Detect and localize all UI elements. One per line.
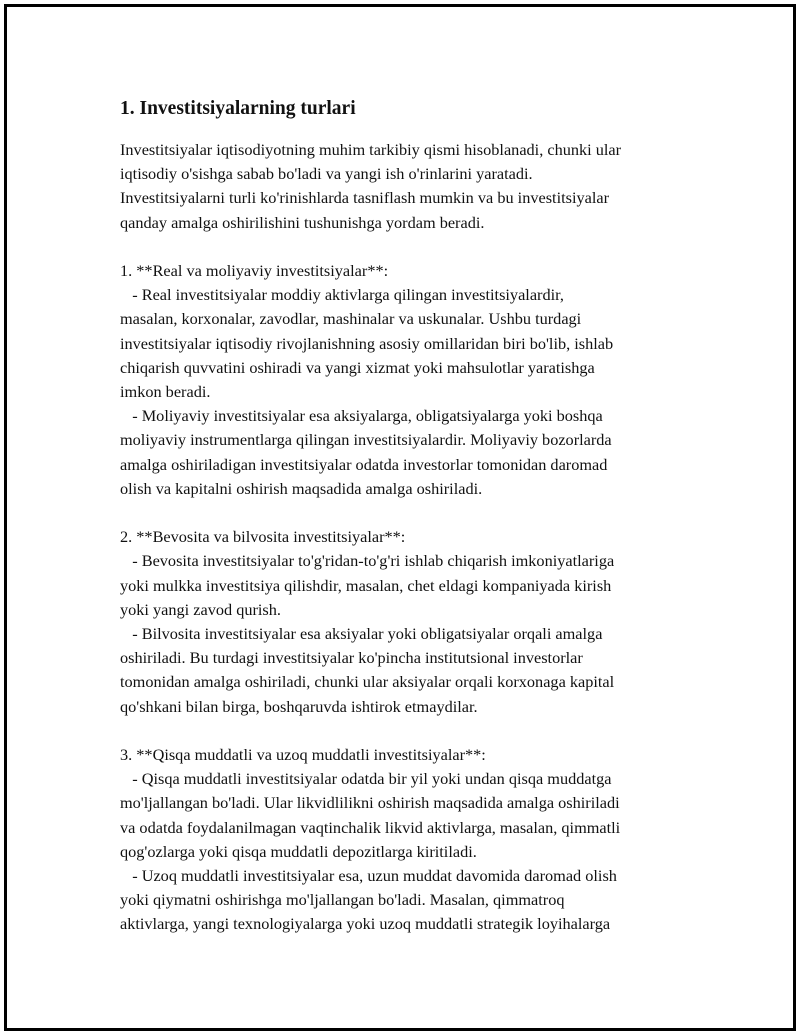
text-line: mo'ljallangan bo'ladi. Ular likvidlilikni oshirish maqsadida amalga oshiriladi [120, 793, 620, 813]
text-line: - Qisqa muddatli investitsiyalar odatda bir yil yoki undan qisqa muddatga [120, 769, 612, 789]
text-line: investitsiyalar iqtisodiy rivojlanishning asosiy omillaridan biri bo'lib, ishlab [120, 333, 614, 353]
section-heading: 2. **Bevosita va bilvosita investitsiyalar**: [120, 527, 406, 547]
paragraph-gap [120, 235, 700, 259]
text-line: yoki mulkka investitsiya qilishdir, masalan, chet eldagi kompaniyada kirish [120, 575, 612, 595]
section-heading: 3. **Qisqa muddatli va uzoq muddatli investitsiyalar**: [120, 745, 486, 765]
document-body [120, 96, 700, 937]
text-line: Investitsiyalarni turli ko'rinishlarda tasniflash mumkin va bu investitsiyalar [120, 188, 610, 208]
text-line: iqtisodiy o'sishga sabab bo'ladi va yangi ish o'rinlarini yaratadi. [120, 164, 533, 184]
text-line: chiqarish quvvatini oshiradi va yangi xizmat yoki mahsulotlar yaratishga [120, 357, 595, 377]
text-line: amalga oshiriladigan investitsiyalar odatda investorlar tomonidan daromad [120, 454, 608, 474]
paragraph-gap [120, 719, 700, 743]
section-real-financial [120, 259, 700, 501]
document-title: 1. Investitsiyalarning turlari [120, 98, 356, 119]
text-line: aktivlarga, yangi texnologiyalarga yoki uzoq muddatli strategik loyihalarga [120, 914, 611, 934]
text-line: - Bilvosita investitsiyalar esa aksiyalar yoki obligatsiyalar orqali amalga [120, 624, 603, 644]
section-heading: 1. **Real va moliyaviy investitsiyalar**: [120, 261, 389, 280]
text-line: va odatda foydalanilmagan vaqtinchalik likvid aktivlarga, masalan, qimmatli [120, 817, 621, 837]
text-line: oshiriladi. Bu turdagi investitsiyalar ko'pincha institutsional investorlar [120, 648, 583, 668]
text-line: - Moliyaviy investitsiyalar esa aksiyalarga, obligatsiyalarga yoki boshqa [120, 406, 603, 426]
text-line: Investitsiyalar iqtisodiyotning muhim tarkibiy qismi hisoblanadi, chunki ular [120, 140, 622, 159]
text-line: yoki yangi zavod qurish. [120, 599, 281, 619]
text-line: qog'ozlarga yoki qisqa muddatli depozitlarga kiritiladi. [120, 841, 477, 861]
text-line: - Bevosita investitsiyalar to'g'ridan-to'g'ri ishlab chiqarish imkoniyatlariga [120, 551, 615, 571]
text-line: qanday amalga oshirilishini tushunishga yordam beradi. [120, 212, 485, 232]
text-line: yoki qiymatni oshirishga mo'ljallangan bo'ladi. Masalan, qimmatroq [120, 890, 565, 910]
text-line: - Real investitsiyalar moddiy aktivlarga qilingan investitsiyalardir, [120, 285, 564, 305]
section-short-long-term [120, 743, 700, 937]
intro-paragraph [120, 138, 700, 235]
text-line: moliyaviy instrumentlarga qilingan investitsiyalardir. Moliyaviy bozorlarda [120, 430, 612, 450]
text-line: tomonidan amalga oshiriladi, chunki ular aksiyalar orqali korxonaga kapital [120, 672, 615, 692]
text-line: qo'shkani bilan birga, boshqaruvda ishtirok etmaydilar. [120, 696, 478, 716]
paragraph-gap [120, 501, 700, 525]
text-line: - Uzoq muddatli investitsiyalar esa, uzun muddat davomida daromad olish [120, 866, 617, 886]
text-line: olish va kapitalni oshirish maqsadida amalga oshiriladi. [120, 478, 483, 498]
text-line: imkon beradi. [120, 382, 211, 402]
text-line: masalan, korxonalar, zavodlar, mashinalar va uskunalar. Ushbu turdagi [120, 309, 582, 329]
page-frame [4, 4, 796, 1031]
section-direct-indirect [120, 525, 700, 719]
